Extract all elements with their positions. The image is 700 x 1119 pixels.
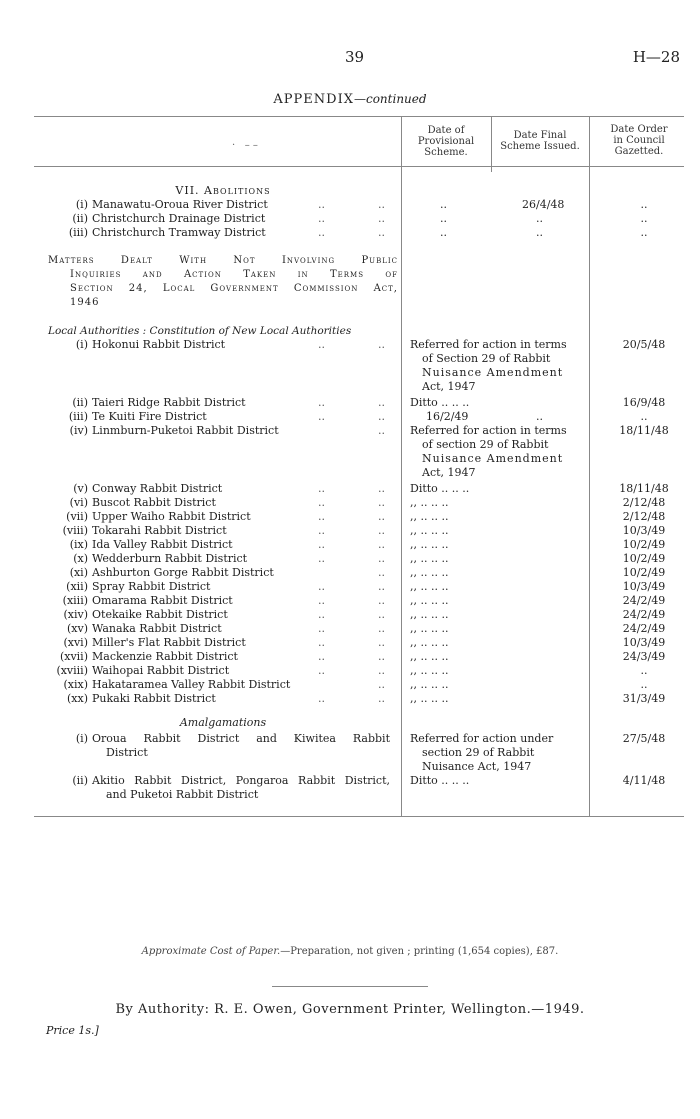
provisional-cell: ,, .. .. ..	[410, 538, 449, 551]
document-reference: H—28	[632, 48, 680, 66]
amalgamations-heading: Amalgamations	[179, 716, 267, 729]
leader-dots: ..	[378, 650, 385, 663]
order-cell: 4/11/48	[622, 774, 666, 787]
column-header-order	[592, 124, 686, 157]
row-number: (x)	[73, 552, 88, 565]
page-number: 39	[345, 48, 365, 66]
row-number: (ii)	[72, 774, 88, 787]
row-name: Wanaka Rabbit District	[92, 622, 222, 635]
table-row	[0, 496, 700, 510]
row-name: Te Kuiti Fire District	[92, 410, 207, 423]
provisional-cell: ..	[440, 226, 447, 239]
abolitions-heading: VII. Abolitions	[175, 184, 271, 197]
row-number: (xii)	[66, 580, 88, 593]
row-name: Otekaike Rabbit District	[92, 608, 228, 621]
leader-dots: ..	[378, 482, 385, 495]
order-cell: 10/2/49	[622, 552, 666, 565]
table-bottom-rule	[34, 816, 684, 817]
order-cell: ..	[640, 212, 648, 225]
row-name: Spray Rabbit District	[92, 580, 211, 593]
leader-dots: ..	[378, 226, 385, 239]
leader-dots: ..	[378, 692, 385, 705]
amalgamation-name-line: Akitio Rabbit District, Pongaroa Rabbit District,	[92, 774, 390, 787]
amalgamation-action-line: Ditto .. .. ..	[410, 774, 470, 787]
referred-line: of section 29 of Rabbit	[422, 438, 549, 451]
order-cell: 24/2/49	[622, 622, 666, 635]
referred-line: of Section 29 of Rabbit	[422, 352, 551, 365]
column-header-line: Provisional	[417, 136, 475, 147]
table-row	[0, 410, 700, 424]
referred-line: Nuisance Amendment	[422, 366, 564, 379]
referred-line: Act, 1947	[422, 380, 476, 393]
final-cell: ..	[536, 226, 543, 239]
provisional-cell: Ditto .. .. ..	[410, 482, 470, 495]
order-cell: ..	[640, 198, 648, 211]
row-name: Christchurch Drainage District	[92, 212, 266, 225]
row-number: (xv)	[66, 622, 88, 635]
leader-dots: ..	[318, 650, 325, 663]
row-number: (v)	[73, 482, 88, 495]
order-cell: 10/2/49	[622, 538, 666, 551]
row-number: (ii)	[72, 212, 88, 225]
table-row	[0, 608, 700, 622]
table-row	[0, 664, 700, 678]
cost-note	[0, 946, 700, 957]
row-name: Pukaki Rabbit District	[92, 692, 216, 705]
order-cell: 24/2/49	[622, 594, 666, 607]
leader-dots: ..	[378, 396, 385, 409]
final-cell: ..	[536, 212, 543, 225]
row-name: Manawatu-Oroua River District	[92, 198, 268, 211]
table-row	[0, 510, 700, 524]
column-header-final	[494, 130, 586, 152]
order-cell: 24/2/49	[622, 608, 666, 621]
provisional-cell: ,, .. .. ..	[410, 566, 449, 579]
appendix-title	[0, 92, 700, 107]
leader-dots: ..	[318, 496, 325, 509]
leader-dots: ..	[318, 212, 325, 225]
leader-dots: ..	[318, 396, 325, 409]
row-name: Ida Valley Rabbit District	[92, 538, 233, 551]
leader-dots: ..	[378, 496, 385, 509]
order-cell: ..	[640, 678, 648, 691]
table-row	[0, 538, 700, 552]
amalgamation-action-line: Referred for action under	[410, 732, 554, 745]
order-cell: ..	[640, 226, 648, 239]
amalgamation-action-line: Nuisance Act, 1947	[422, 760, 532, 773]
order-cell: 10/3/49	[622, 524, 666, 537]
table-row	[0, 566, 700, 580]
matters-heading-line: Inquiries and Action Taken in Terms of	[70, 269, 398, 280]
leader-dots: ..	[318, 580, 325, 593]
row-number: (xiv)	[63, 608, 88, 621]
row-number: (xvi)	[63, 636, 88, 649]
amalgamation-name-line: Oroua Rabbit District and Kiwitea Rabbit	[92, 732, 390, 745]
leader-dots: ..	[378, 424, 385, 437]
matters-heading-line: 1946	[70, 297, 100, 308]
order-cell: 27/5/48	[622, 732, 666, 745]
column-header-line: Gazetted.	[614, 146, 664, 157]
leader-dots: ..	[318, 622, 325, 635]
row-name: Conway Rabbit District	[92, 482, 223, 495]
final-cell: ..	[536, 410, 543, 423]
table-row	[0, 524, 700, 538]
authority-line: By Authority: R. E. Owen, Government Printer, Wellington.—1949.	[115, 1002, 585, 1017]
provisional-cell: ,, .. .. ..	[410, 552, 449, 565]
referred-line: Referred for action in terms	[410, 338, 567, 351]
column-header-line: Date Order	[610, 124, 668, 135]
table-top-rule	[34, 116, 684, 117]
column-header-line: in Council	[613, 135, 665, 146]
leader-dots: ..	[318, 664, 325, 677]
table-row	[0, 198, 700, 212]
provisional-cell: ,, .. .. ..	[410, 510, 449, 523]
cost-note-label: Approximate Cost of Paper.	[141, 946, 281, 957]
row-number: (xiii)	[62, 594, 88, 607]
order-cell: 10/2/49	[622, 566, 666, 579]
row-number: (ii)	[72, 396, 88, 409]
table-row	[0, 212, 700, 226]
provisional-cell: ,, .. .. ..	[410, 622, 449, 635]
leader-dots: ..	[378, 608, 385, 621]
table-row	[0, 692, 700, 706]
row-number: (xi)	[69, 566, 88, 579]
provisional-cell: ,, .. .. ..	[410, 692, 449, 705]
table-row	[0, 580, 700, 594]
row-number: (i)	[75, 338, 88, 351]
amalgamation-name-line: and Puketoi Rabbit District	[106, 788, 259, 801]
provisional-cell: ,, .. .. ..	[410, 580, 449, 593]
order-cell: 18/11/48	[619, 482, 669, 495]
leader-dots: ..	[378, 552, 385, 565]
appendix-title-continued: —continued	[353, 92, 427, 106]
leader-dots: ..	[378, 524, 385, 537]
row-name: Buscot Rabbit District	[92, 496, 216, 509]
order-cell: 16/9/48	[622, 396, 666, 409]
leader-dots: ..	[318, 410, 325, 423]
matters-heading-line: Matters Dealt With Not Involving Public	[48, 255, 398, 266]
row-name: Upper Waiho Rabbit District	[92, 510, 251, 523]
local-authorities-heading: Local Authorities : Constitution of New Local Authorities	[48, 325, 352, 337]
provisional-cell: ..	[440, 198, 447, 211]
row-number: (xx)	[67, 692, 88, 705]
column-header-line: Date Final	[513, 130, 567, 141]
leader-dots: ..	[318, 198, 325, 211]
table-row	[0, 338, 700, 352]
amalgamation-action-line: section 29 of Rabbit	[422, 746, 535, 759]
row-number: (xix)	[63, 678, 88, 691]
order-cell: ..	[640, 410, 648, 423]
row-name: Wedderburn Rabbit District	[92, 552, 248, 565]
table-header-rule	[34, 166, 684, 167]
row-number: (viii)	[62, 524, 88, 537]
row-name: Hokonui Rabbit District	[92, 338, 226, 351]
order-cell: 18/11/48	[619, 424, 669, 437]
row-number: (xvii)	[59, 650, 88, 663]
table-row	[0, 636, 700, 650]
order-cell: 10/3/49	[622, 580, 666, 593]
row-name: Mackenzie Rabbit District	[92, 650, 238, 663]
leader-dots: ..	[318, 538, 325, 551]
table-row	[0, 396, 700, 410]
column-header-line: Scheme.	[424, 147, 468, 158]
leader-dots: ..	[378, 212, 385, 225]
footer-rule	[272, 986, 428, 987]
table-row	[0, 650, 700, 664]
leader-dots: ..	[318, 482, 325, 495]
provisional-cell: Ditto .. .. ..	[410, 396, 470, 409]
leader-dots: ..	[378, 594, 385, 607]
row-number: (iii)	[68, 410, 88, 423]
row-name: Waihopai Rabbit District	[92, 664, 230, 677]
table-row	[0, 594, 700, 608]
leader-dots: ..	[378, 566, 385, 579]
row-name: Hakataramea Valley Rabbit District	[92, 678, 291, 691]
final-cell: 26/4/48	[522, 198, 565, 211]
matters-heading	[48, 254, 398, 310]
row-name: Christchurch Tramway District	[92, 226, 266, 239]
order-cell: 20/5/48	[622, 338, 666, 351]
header-mark: · – –	[232, 140, 258, 151]
column-header-line: Date of	[427, 125, 465, 136]
price-label: Price 1s.]	[46, 1024, 99, 1037]
row-name: Tokarahi Rabbit District	[92, 524, 227, 537]
leader-dots: ..	[378, 198, 385, 211]
leader-dots: ..	[378, 580, 385, 593]
order-cell: 24/3/49	[622, 650, 666, 663]
row-name: Ashburton Gorge Rabbit District	[92, 566, 274, 579]
leader-dots: ..	[378, 338, 385, 351]
table-row	[0, 678, 700, 692]
provisional-cell: ,, .. .. ..	[410, 594, 449, 607]
cost-note-text: —Preparation, not given ; printing (1,654 copies), £87.	[280, 946, 559, 957]
provisional-cell: 16/2/49	[426, 410, 469, 423]
row-name: Omarama Rabbit District	[92, 594, 233, 607]
leader-dots: ..	[318, 608, 325, 621]
leader-dots: ..	[318, 226, 325, 239]
provisional-cell: ,, .. .. ..	[410, 636, 449, 649]
table-row	[0, 424, 700, 438]
order-cell: 10/3/49	[622, 636, 666, 649]
table-row	[0, 226, 700, 240]
leader-dots: ..	[378, 510, 385, 523]
row-name: Taieri Ridge Rabbit District	[92, 396, 246, 409]
appendix-title-main: APPENDIX	[273, 92, 354, 107]
provisional-cell: ,, .. .. ..	[410, 496, 449, 509]
referred-line: Act, 1947	[422, 466, 476, 479]
leader-dots: ..	[318, 636, 325, 649]
amalgamation-name-line: District	[106, 746, 148, 759]
row-number: (i)	[75, 732, 88, 745]
leader-dots: ..	[318, 510, 325, 523]
table-row	[0, 482, 700, 496]
referred-line: Nuisance Amendment	[422, 452, 564, 465]
column-header-provisional	[405, 125, 487, 158]
leader-dots: ..	[378, 538, 385, 551]
leader-dots: ..	[378, 678, 385, 691]
row-name: Miller's Flat Rabbit District	[92, 636, 246, 649]
leader-dots: ..	[318, 692, 325, 705]
order-cell: 2/12/48	[622, 496, 666, 509]
row-number: (vii)	[66, 510, 88, 523]
provisional-cell: ,, .. .. ..	[410, 664, 449, 677]
provisional-cell: ,, .. .. ..	[410, 678, 449, 691]
leader-dots: ..	[378, 410, 385, 423]
table-row	[0, 622, 700, 636]
provisional-cell: ,, .. .. ..	[410, 650, 449, 663]
leader-dots: ..	[378, 622, 385, 635]
matters-heading-line: Section 24, Local Government Commission Act,	[70, 283, 398, 294]
leader-dots: ..	[378, 664, 385, 677]
order-cell: 2/12/48	[622, 510, 666, 523]
row-number: (iv)	[69, 424, 88, 437]
leader-dots: ..	[318, 338, 325, 351]
leader-dots: ..	[318, 594, 325, 607]
row-number: (vi)	[69, 496, 88, 509]
row-number: (i)	[75, 198, 88, 211]
referred-line: Referred for action in terms	[410, 424, 567, 437]
column-divider-2	[491, 116, 492, 172]
row-number: (iii)	[68, 226, 88, 239]
row-number: (xviii)	[56, 664, 88, 677]
provisional-cell: ,, .. .. ..	[410, 608, 449, 621]
order-cell: 31/3/49	[622, 692, 666, 705]
order-cell: ..	[640, 664, 648, 677]
table-row	[0, 552, 700, 566]
provisional-cell: ,, .. .. ..	[410, 524, 449, 537]
leader-dots: ..	[318, 552, 325, 565]
leader-dots: ..	[318, 524, 325, 537]
provisional-cell: ..	[440, 212, 447, 225]
leader-dots: ..	[378, 636, 385, 649]
column-header-line: Scheme Issued.	[500, 141, 580, 152]
row-name: Linmburn-Puketoi Rabbit District	[92, 424, 279, 437]
row-number: (ix)	[69, 538, 88, 551]
